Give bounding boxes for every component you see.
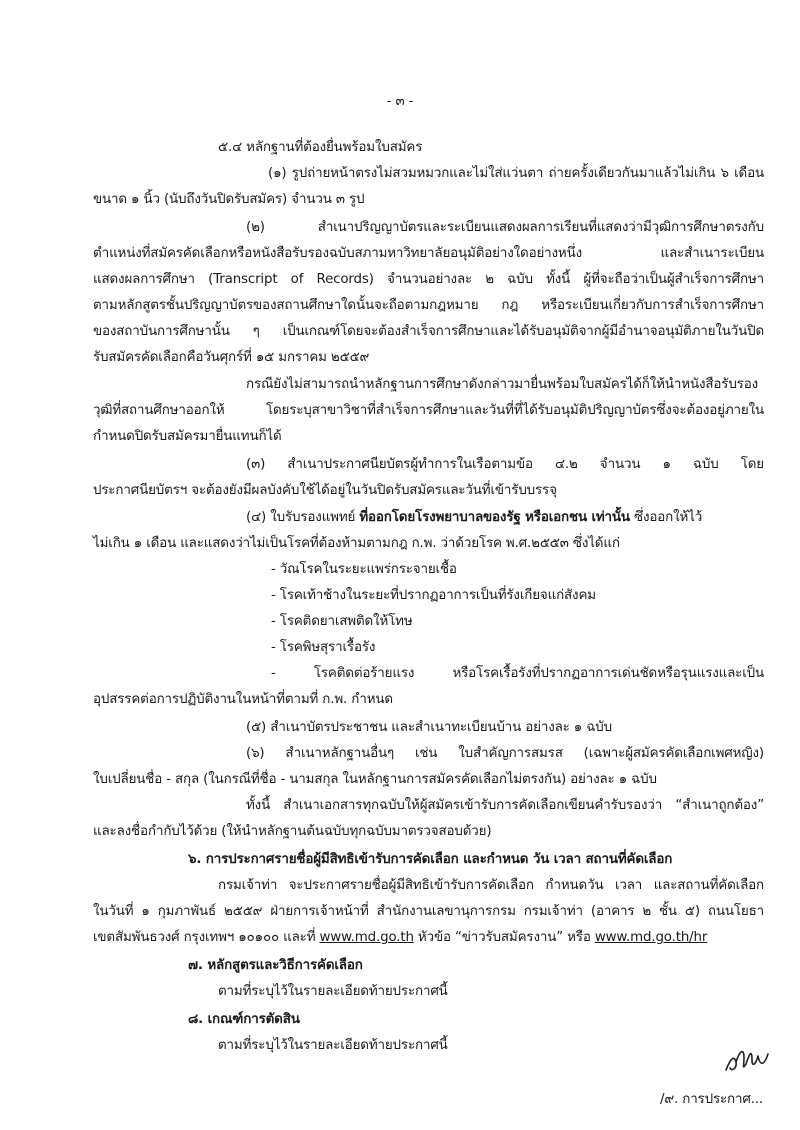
section-7-text: ตามที่ระบุไว้ในรายละเอียดท้ายประกาศนี้ — [218, 984, 448, 999]
section-6-address: เขตสัมพันธวงศ์ กรุงเทพฯ ๑๐๑๐๐ และที่ — [93, 930, 320, 945]
section-8-heading: ๘. เกณฑ์การตัดสิน — [188, 1012, 300, 1027]
item-3-line: (๓) สำเนาประกาศนียบัตรผู้ทำการในเรือตามข้อ ๔.๒ จำนวน ๑ ฉบับ โดย — [246, 457, 764, 472]
item-5-line: (๕) สำเนาบัตรประชาชน และสำเนาทะเบียนบ้าน อย่างละ ๑ ฉบับ — [246, 720, 612, 735]
section-5-4-heading: ๕.๔ หลักฐานที่ต้องยื่นพร้อมใบสมัคร — [218, 140, 423, 155]
section-6-heading: ๖. การประกาศรายชื่อผู้มีสิทธิเข้ารับการคัดเลือก และกำหนด วัน เวลา สถานที่คัดเลือก — [188, 852, 673, 867]
disease-list-item: - โรคพิษสุราเรื้อรัง — [271, 640, 376, 655]
initials-signature — [722, 1040, 772, 1080]
item-6-line: (๖) สำเนาหลักฐานอื่นๆ เช่น ใบสำคัญการสมรส (เฉพาะผู้สมัครคัดเลือกเพศหญิง) — [246, 746, 764, 761]
page-number: - ๓ - — [386, 94, 414, 109]
certification-note-line: และลงชื่อกำกับไว้ด้วย (ให้นำหลักฐานต้นฉบับทุกฉบับมาตรวจสอบด้วย) — [93, 824, 492, 839]
item-4-prefix: (๔) ใบรับรองแพทย์ — [246, 510, 360, 525]
section-7-heading: ๗. หลักสูตรและวิธีการคัดเลือก — [188, 958, 363, 973]
section-8-text: ตามที่ระบุไว้ในรายละเอียดท้ายประกาศนี้ — [218, 1038, 448, 1053]
item-2-line: ของสถาบันการศึกษานั้น ๆ เป็นเกณฑ์โดยจะต้องสำเร็จการศึกษาและได้รับอนุมัติจากผู้มีอำนาจอนุมัติภายในวันปิด — [93, 324, 764, 339]
item-2-line: ตามหลักสูตรชั้นปริญญาบัตรของสถานศึกษาใดนั้นจะถือตามกฎหมาย กฎ หรือระเบียนเกี่ยวกับการสำเร็จการศึกษา — [93, 298, 764, 313]
disease-list-item: - โรคติดต่อร้ายแรง หรือโรคเรื้อรังที่ปรากฏอาการเด่นชัดหรือรุนแรงและเป็น — [271, 666, 764, 681]
section-6-line: กรมเจ้าท่า จะประกาศรายชื่อผู้มีสิทธิเข้ารับการคัดเลือก กำหนดวัน เวลา และสถานที่คัดเลือก — [218, 878, 764, 893]
section-6-line — [93, 928, 707, 948]
section-6-topic: หัวข้อ “ข่าวรับสมัครงาน” หรือ — [413, 930, 595, 945]
item-2-line: (๒) สำเนาปริญญาบัตรและระเบียนแสดงผลการเรียนที่แสดงว่ามีวุฒิการศึกษาตรงกับ — [246, 220, 764, 235]
item-2-note-line: วุฒิที่สถานศึกษาออกให้ โดยระบุสาขาวิชาที่สำเร็จการศึกษาและวันที่ที่ได้รับอนุมัติปริญญาบัตรซึ่งจะต้องอยู่ภายใน — [93, 403, 764, 418]
item-3-line: ประกาศนียบัตรฯ จะต้องยังมีผลบังคับใช้ได้อยู่ในวันปิดรับสมัครและวันที่เข้ารับบรรจุ — [93, 483, 557, 498]
disease-list-item: - โรคติดยาเสพติดให้โทษ — [271, 614, 413, 629]
item-4-suffix: ซึ่งออกให้ไว้ — [629, 510, 703, 525]
item-1-line: (๑) รูปถ่ายหน้าตรงไม่สวมหมวกและไม่ใส่แว่นตา ถ่ายครั้งเดียวกันมาแล้วไม่เกิน ๖ เดือน — [268, 166, 764, 181]
continuation-footer: /๙. การประกาศ... — [660, 1092, 764, 1107]
item-2-line: ตำแหน่งที่สมัครคัดเลือกหรือหนังสือรับรองฉบับสภามหาวิทยาลัยอนุมัติอย่างใดอย่างหนึ่ง และสำเนาระเบียน — [93, 246, 764, 261]
disease-list-item: - โรคเท้าช้างในระยะที่ปรากฏอาการเป็นที่รังเกียจแก่สังคม — [271, 588, 596, 603]
item-2-line: แสดงผลการศึกษา (Transcript of Records) จำนวนอย่างละ ๒ ฉบับ ทั้งนี้ ผู้ที่จะถือว่าเป็นผู้สำเร็จการศึกษา — [93, 272, 764, 287]
item-4-emphasis: ที่ออกโดยโรงพยาบาลของรัฐ หรือเอกชน เท่านั้น — [359, 510, 630, 525]
item-4-line — [246, 508, 702, 528]
item-2-note-line: กำหนดปิดรับสมัครมายื่นแทนก็ได้ — [93, 429, 282, 444]
item-2-note-line: กรณียังไม่สามารถนำหลักฐานการศึกษาดังกล่าวมายื่นพร้อมใบสมัครได้ก็ให้นำหนังสือรับรอง — [246, 377, 758, 392]
item-1-line: ขนาด ๑ นิ้ว (นับถึงวันปิดรับสมัคร) จำนวน ๓ รูป — [93, 192, 365, 207]
disease-list-item: - วัณโรคในระยะแพร่กระจายเชื้อ — [271, 562, 457, 577]
section-6-line: ในวันที่ ๑ กุมภาพันธ์ ๒๕๕๙ ฝ่ายการเจ้าหน้าที่ สำนักงานเลขานุการกรม กรมเจ้าท่า (อาคาร ๒ ชั้น ๕) ถนนโยธา — [93, 904, 764, 919]
website-link[interactable]: www.md.go.th — [319, 930, 414, 945]
item-4-line: ไม่เกิน ๑ เดือน และแสดงว่าไม่เป็นโรคที่ต้องห้ามตามกฎ ก.พ. ว่าด้วยโรค พ.ศ.๒๕๕๓ ซึ่งได้แก่ — [93, 536, 620, 551]
website-hr-link[interactable]: www.md.go.th/hr — [594, 930, 708, 945]
disease-list-continuation: อุปสรรคต่อการปฏิบัติงานในหน้าที่ตามที่ ก.พ. กำหนด — [93, 692, 393, 707]
certification-note-line: ทั้งนี้ สำเนาเอกสารทุกฉบับให้ผู้สมัครเข้ารับการคัดเลือกเขียนคำรับรองว่า “สำเนาถูกต้อง” — [246, 798, 764, 813]
item-2-line: รับสมัครคัดเลือกคือวันศุกร์ที่ ๑๕ มกราคม ๒๕๕๙ — [93, 350, 370, 365]
item-6-line: ใบเปลี่ยนชื่อ - สกุล (ในกรณีที่ชื่อ - นามสกุล ในหลักฐานการสมัครคัดเลือกไม่ตรงกัน) อย่างละ ๑ ฉบับ — [93, 772, 657, 787]
